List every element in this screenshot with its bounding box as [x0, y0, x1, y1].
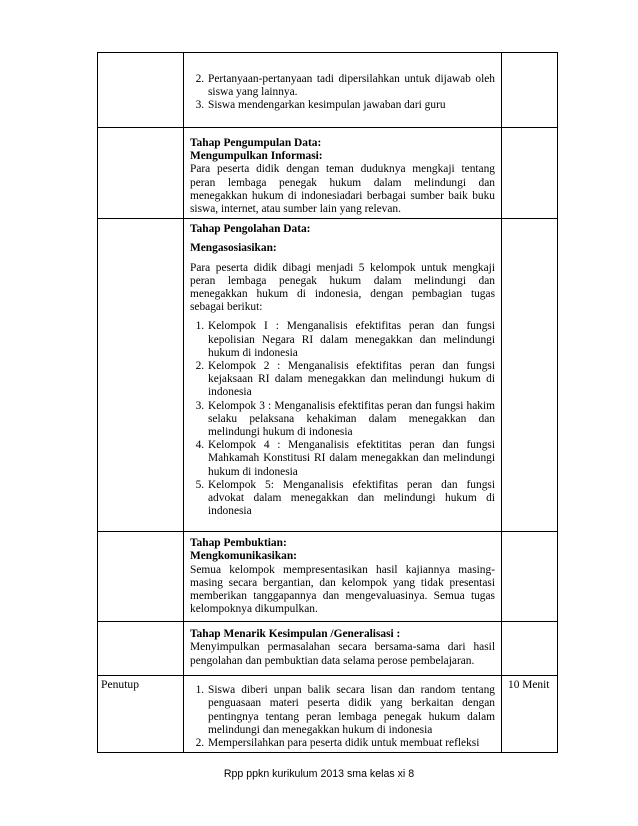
section-heading: Tahap Pengumpulan Data: [190, 137, 322, 149]
paragraph: Menyimpulkan permasalahan secara bersama-sama dari hasil pengolahan dan pembuktian data selama perose pembelajaran. [190, 641, 495, 667]
table-row [98, 532, 558, 622]
table-row [98, 676, 558, 753]
time-cell [502, 532, 558, 622]
section-subheading: Mengkomunikasikan: [190, 550, 297, 563]
list-item: 1. Siswa diberi unpan balik secara lisan dan random tentang penguasaan materi peserta didik yang berkaitan dengan pentingnya tentang peran lembaga penegak hukum dalam melindungi dan menegakkan hukum di indonesia [207, 684, 495, 737]
activity-cell [184, 532, 502, 622]
time-cell [502, 622, 558, 676]
table-row [98, 128, 558, 219]
table-row [98, 622, 558, 676]
activity-cell [184, 676, 502, 753]
list-item: 2. Kelompok 2 : Menganalisis efektifitas peran dan fungsi kejaksaan RI dalam menegakkan dan melindungi hukum di indonesia [207, 360, 495, 400]
stage-label: Penutup [101, 678, 140, 692]
list-item: 5. Kelompok 5: Menganalisis efektifitas peran dan fungsi advokat dalam menegakkan dan melindungi hukum di indonesia [207, 479, 495, 519]
section-heading: Tahap Pengolahan Data: [190, 223, 311, 236]
section-heading: Tahap Pembuktian: [190, 537, 287, 550]
paragraph: Para peserta didik dibagi menjadi 5 kelompok untuk mengkaji peran lembaga penegak hukum dalam melindungi dan menegakkan hukum di indonesia, dengan pembagian tugas sebagai berikut: [190, 261, 495, 314]
list-item: 3. Siswa mendengarkan kesimpulan jawaban dari guru [207, 99, 495, 112]
closing-list [190, 678, 495, 750]
activity-list [190, 55, 495, 113]
stage-cell [98, 128, 184, 219]
paragraph: Semua kelompok mempresentasikan hasil kajiannya masing-masing secara bergantian, dan kelompok yang tidak presentasi memberikan tanggapannya dan mengevaluasinya. Semua tugas kelompoknya dikumpulkan. [190, 563, 495, 616]
stage-cell [98, 53, 184, 128]
time-cell [502, 219, 558, 532]
activity-cell [184, 53, 502, 128]
table-row [98, 219, 558, 532]
lesson-plan-table [97, 52, 558, 753]
time-cell [502, 676, 558, 753]
stage-cell [98, 676, 184, 753]
section-subheading: Mengumpulkan Informasi: [190, 150, 323, 163]
list-item: 2. Mempersilahkan para peserta didik untuk membuat refleksi [207, 737, 495, 750]
list-item: 1. Kelompok I : Menganalisis efektifitas peran dan fungsi kepolisian Negara RI dalam menegakkan dan melindungi hukum di indonesia [207, 320, 495, 360]
list-item: 4. Kelompok 4 : Menganalisis efektititas peran dan fungsi Mahkamah Konstitusi RI dalam menegakkan dan melindungi hukum di indonesia [207, 439, 495, 479]
stage-cell [98, 622, 184, 676]
paragraph: Para peserta didik dengan teman duduknya mengkaji tentang peran lembaga penegak hukum dalam melindungi dan menegakkan hukum di indonesiadari berbagai sumber baik buku siswa, internet, atau sumber lain yang relevan. [190, 163, 495, 216]
stage-cell [98, 219, 184, 532]
time-cell [502, 128, 558, 219]
section-subheading: Mengasosiasikan: [190, 242, 277, 255]
section-heading: Tahap Menarik Kesimpulan /Generalisasi : [190, 628, 401, 641]
time-value: 10 Menit [508, 679, 550, 692]
stage-cell [98, 532, 184, 622]
table-row [98, 53, 558, 128]
list-item: 2. Pertanyaan-pertanyaan tadi dipersilahkan untuk dijawab oleh siswa yang lainnya. [207, 73, 495, 99]
activity-cell [184, 128, 502, 219]
page-footer: Rpp ppkn kurikulum 2013 sma kelas xi 8 [223, 768, 415, 780]
list-item: 3. Kelompok 3 : Menganalisis efektifitas peran dan fungsi hakim selaku pelaksana kehakiman dalam menegakkan dan melindungi hukum di indonesia [207, 400, 495, 440]
activity-cell [184, 622, 502, 676]
time-cell [502, 53, 558, 128]
group-list [190, 320, 495, 518]
activity-cell [184, 219, 502, 532]
